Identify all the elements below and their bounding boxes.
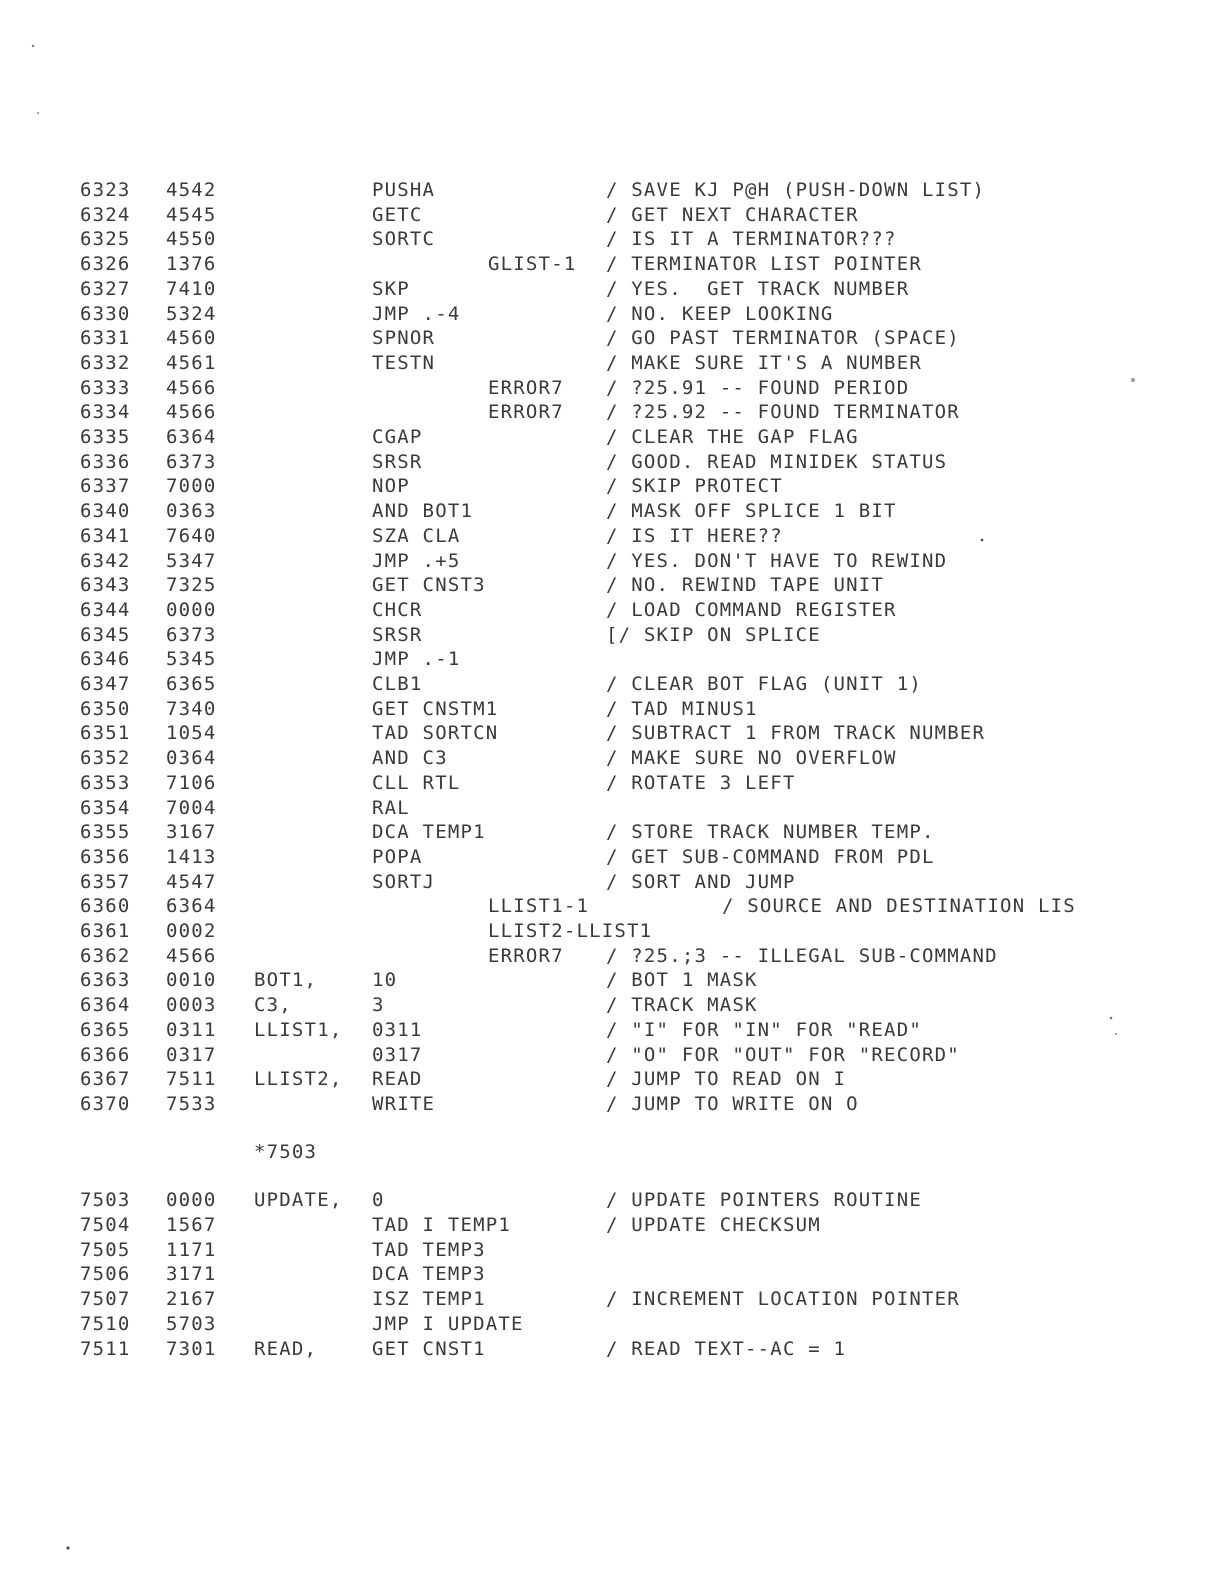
address: 7505 [80,1238,131,1261]
code-line [0,524,1224,549]
octal-word: 5345 [166,648,217,671]
octal-word: 4547 [166,870,217,893]
octal-word: 6364 [166,895,217,918]
label: UPDATE, [254,1189,343,1211]
address: 6324 [80,203,131,226]
code-line [0,993,1224,1018]
comment: / "I" FOR "IN" FOR "READ" [606,1018,922,1041]
address: 6353 [80,771,131,794]
comment: / MAKE SURE NO OVERFLOW [606,747,897,770]
instr: PUSHA [372,179,436,201]
octal-word: 3167 [166,821,217,844]
comment: / JUMP TO READ ON I [606,1068,847,1091]
address: 6326 [80,253,131,276]
address: 7510 [80,1313,131,1335]
comment: / ROTATE 3 LEFT [606,771,796,794]
address: 6360 [80,895,131,918]
code-line [0,351,1224,376]
comment: / JUMP TO WRITE ON O [606,1092,859,1115]
instr: READ [372,1068,423,1091]
address: 6336 [80,450,131,473]
comment: / ?25.92 -- FOUND TERMINATOR [606,401,960,424]
comment: [/ SKIP ON SPLICE [606,623,821,646]
comment: / CLEAR BOT FLAG (UNIT 1) [606,673,922,695]
origin-directive: *7503 [254,1141,318,1163]
operand: ERROR7 [488,376,564,399]
comment: / SOURCE AND DESTINATION LIS [722,895,1076,918]
address: 7504 [80,1213,131,1236]
code-line [0,178,1224,203]
address: 6355 [80,821,131,844]
octal-word: 6373 [166,623,217,646]
code-line [0,302,1224,327]
comment: / IS IT A TERMINATOR??? [606,228,897,251]
operand: ERROR7 [488,944,564,967]
label: LLIST2, [254,1068,343,1091]
instr: GET CNSTM1 [372,697,499,720]
octal-word: 6365 [166,673,217,695]
octal-word: 0002 [166,920,217,942]
octal-word: 7301 [166,1337,217,1360]
comment: / GET NEXT CHARACTER [606,203,859,226]
address: 6323 [80,179,131,201]
code-line [0,845,1224,870]
address: 6344 [80,598,131,621]
instr: SORTJ [372,870,436,893]
instr: ISZ TEMP1 [372,1288,486,1311]
address: 6327 [80,277,131,300]
code-line [0,376,1224,401]
label: LLIST1, [254,1018,343,1041]
address: 6334 [80,401,131,424]
octal-word: 5703 [166,1313,217,1335]
octal-word: 0364 [166,747,217,770]
comment: / LOAD COMMAND REGISTER [606,598,897,621]
comment: / NO. REWIND TAPE UNIT [606,574,885,597]
address: 6337 [80,475,131,498]
code-line [0,1238,1224,1263]
octal-word: 0003 [166,994,217,1017]
address: 6333 [80,376,131,399]
octal-word: 7325 [166,574,217,597]
comment: / INCREMENT LOCATION POINTER [606,1288,960,1311]
comment: / GET SUB-COMMAND FROM PDL [606,845,935,868]
instr: TAD I TEMP1 [372,1213,512,1236]
comment: / MAKE SURE IT'S A NUMBER [606,351,922,374]
label: BOT1, [254,969,318,992]
address: 6366 [80,1043,131,1066]
instr: TAD SORTCN [372,722,499,745]
address: 6352 [80,747,131,770]
comment: / YES. GET TRACK NUMBER [606,277,910,300]
address: 6357 [80,870,131,893]
octal-word: 3171 [166,1263,217,1286]
address: 6325 [80,228,131,251]
instr: JMP .-1 [372,648,461,671]
code-line [0,277,1224,302]
address: 7503 [80,1189,131,1211]
comment: / SAVE KJ P@H (PUSH-DOWN LIST) [606,179,986,201]
instr: 0311 [372,1018,423,1041]
instr: CLB1 [372,673,423,695]
code-line [0,474,1224,499]
octal-word: 7640 [166,524,217,547]
comment: / SORT AND JUMP [606,870,796,893]
code-line [0,968,1224,993]
code-line [0,1043,1224,1068]
comment: / MASK OFF SPLICE 1 BIT [606,500,897,523]
address: 6363 [80,969,131,992]
comment: / STORE TRACK NUMBER TEMP. [606,821,935,844]
code-line [0,1188,1224,1213]
octal-word: 1376 [166,253,217,276]
operand: LLIST1-1 [488,895,590,918]
code-line [0,944,1224,969]
instr: SRSR [372,623,423,646]
address: 6332 [80,351,131,374]
operand: LLIST2-LLIST1 [488,920,653,942]
code-line [0,919,1224,944]
octal-word: 4566 [166,401,217,424]
octal-word: 1171 [166,1238,217,1261]
address: 6362 [80,944,131,967]
code-line [0,623,1224,648]
comment: / SKIP PROTECT [606,475,783,498]
octal-word: 1567 [166,1213,217,1236]
comment: / YES. DON'T HAVE TO REWIND [606,549,948,572]
address: 6367 [80,1068,131,1091]
code-line [0,499,1224,524]
instr: POPA [372,845,423,868]
code-line [0,425,1224,450]
code-line [0,252,1224,277]
instr: JMP .+5 [372,549,461,572]
comment: / IS IT HERE?? [606,524,783,547]
code-line [0,796,1224,821]
comment: / READ TEXT--AC = 1 [606,1337,847,1360]
octal-word: 7340 [166,697,217,720]
address: 6364 [80,994,131,1017]
code-line [0,771,1224,796]
code-line [0,894,1224,919]
address: 6343 [80,574,131,597]
label: C3, [254,994,292,1017]
code-line [0,450,1224,475]
code-line [0,1018,1224,1043]
octal-word: 4545 [166,203,217,226]
octal-word: 7533 [166,1092,217,1115]
instr: CHCR [372,598,423,621]
instr: GETC [372,203,423,226]
code-line [0,1337,1224,1362]
instr: SZA CLA [372,524,461,547]
instr: TESTN [372,351,436,374]
comment: / GO PAST TERMINATOR (SPACE) [606,327,960,350]
octal-word: 7511 [166,1068,217,1091]
address: 6346 [80,648,131,671]
octal-word: 0000 [166,598,217,621]
code-line [0,1213,1224,1238]
octal-word: 7000 [166,475,217,498]
instr: NOP [372,475,410,498]
instr: GET CNST1 [372,1337,486,1360]
address: 6331 [80,327,131,350]
instr: GET CNST3 [372,574,486,597]
instr: RAL [372,796,410,819]
code-line [0,697,1224,722]
octal-word: 4561 [166,351,217,374]
octal-word: 0363 [166,500,217,523]
code-line [0,1092,1224,1117]
octal-word: 7004 [166,796,217,819]
octal-word: 1413 [166,845,217,868]
octal-word: 5324 [166,302,217,325]
octal-word: 7106 [166,771,217,794]
octal-word: 4566 [166,944,217,967]
code-line [0,1067,1224,1092]
address: 6341 [80,524,131,547]
instr: AND C3 [372,747,448,770]
code-line [0,672,1224,697]
instr: WRITE [372,1092,436,1115]
address: 6370 [80,1092,131,1115]
code-line [0,746,1224,771]
address: 6342 [80,549,131,572]
instr: JMP I UPDATE [372,1313,524,1335]
comment: / TERMINATOR LIST POINTER [606,253,922,276]
comment: / ?25.;3 -- ILLEGAL SUB-COMMAND [606,944,998,967]
octal-word: 4542 [166,179,217,201]
octal-word: 5347 [166,549,217,572]
instr: JMP .-4 [372,302,461,325]
address: 6330 [80,302,131,325]
instr: 0 [372,1189,385,1211]
comment: / BOT 1 MASK [606,969,758,992]
address: 6350 [80,697,131,720]
comment: / UPDATE CHECKSUM [606,1213,821,1236]
code-line [0,870,1224,895]
address: 7511 [80,1337,131,1360]
octal-word: 2167 [166,1288,217,1311]
code-line [0,573,1224,598]
octal-word: 6364 [166,426,217,448]
address: 6345 [80,623,131,646]
code-line [0,647,1224,672]
octal-word: 6373 [166,450,217,473]
code-line [0,549,1224,574]
octal-word: 1054 [166,722,217,745]
comment: / TAD MINUS1 [606,697,758,720]
instr: AND BOT1 [372,500,474,523]
code-line [0,598,1224,623]
operand: ERROR7 [488,401,564,424]
instr: 0317 [372,1043,423,1066]
instr: SKP [372,277,410,300]
instr: SORTC [372,228,436,251]
comment: / "O" FOR "OUT" FOR "RECORD" [606,1043,960,1066]
octal-word: 4566 [166,376,217,399]
instr: 3 [372,994,385,1017]
octal-word: 4560 [166,327,217,350]
address: 6340 [80,500,131,523]
address: 6351 [80,722,131,745]
instr: CLL RTL [372,771,461,794]
octal-word: 0010 [166,969,217,992]
octal-word: 0317 [166,1043,217,1066]
address: 6335 [80,426,131,448]
comment: / CLEAR THE GAP FLAG [606,426,859,448]
code-line [0,1262,1224,1287]
comment: / TRACK MASK [606,994,758,1017]
comment: / ?25.91 -- FOUND PERIOD [606,376,910,399]
octal-word: 0000 [166,1189,217,1211]
comment: / NO. KEEP LOOKING [606,302,834,325]
code-line [0,820,1224,845]
address: 7507 [80,1288,131,1311]
code-line [0,227,1224,252]
address: 7506 [80,1263,131,1286]
code-line [0,721,1224,746]
instr: DCA TEMP1 [372,821,486,844]
address: 6361 [80,920,131,942]
instr: 10 [372,969,398,992]
label: READ, [254,1337,318,1360]
code-line [0,400,1224,425]
address: 6347 [80,673,131,695]
instr: SRSR [372,450,423,473]
address: 6356 [80,845,131,868]
address: 6365 [80,1018,131,1041]
octal-word: 7410 [166,277,217,300]
address: 6354 [80,796,131,819]
code-line [0,326,1224,351]
operand: GLIST-1 [488,253,577,276]
instr: CGAP [372,426,423,448]
instr: DCA TEMP3 [372,1263,486,1286]
octal-word: 0311 [166,1018,217,1041]
instr: TAD TEMP3 [372,1238,486,1261]
comment: / UPDATE POINTERS ROUTINE [606,1189,922,1211]
code-line [0,203,1224,228]
code-line [0,1287,1224,1312]
octal-word: 4550 [166,228,217,251]
instr: SPNOR [372,327,436,350]
code-line [0,1312,1224,1337]
comment: / SUBTRACT 1 FROM TRACK NUMBER [606,722,986,745]
comment: / GOOD. READ MINIDEK STATUS [606,450,948,473]
